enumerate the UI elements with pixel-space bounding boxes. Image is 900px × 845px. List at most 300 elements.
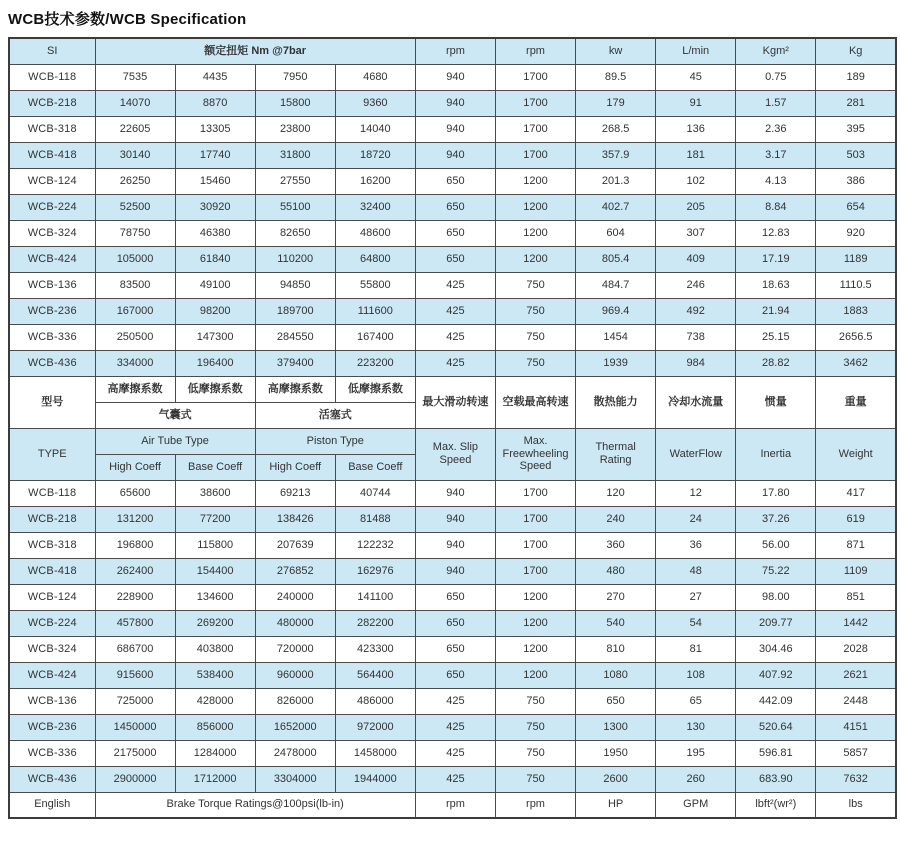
- value-cell: 7632: [816, 766, 896, 792]
- value-cell: 940: [415, 142, 495, 168]
- table-row: [9, 532, 896, 558]
- value-cell: 1450000: [95, 714, 175, 740]
- value-cell: 425: [415, 298, 495, 324]
- value-cell: 750: [495, 350, 575, 376]
- value-cell: 407.92: [736, 662, 816, 688]
- value-cell: 167000: [95, 298, 175, 324]
- value-cell: 246: [656, 272, 736, 298]
- value-cell: 357.9: [576, 142, 656, 168]
- value-cell: 810: [576, 636, 656, 662]
- high-coeff-cn-2: 高摩擦系数: [255, 376, 335, 402]
- model-cell: WCB-324: [9, 636, 95, 662]
- low-coeff-cn-1: 低摩擦系数: [175, 376, 255, 402]
- value-cell: 984: [656, 350, 736, 376]
- value-cell: 538400: [175, 662, 255, 688]
- value-cell: 130: [656, 714, 736, 740]
- footer-unit-rpm2: rpm: [495, 792, 575, 818]
- value-cell: 14070: [95, 90, 175, 116]
- value-cell: 268.5: [576, 116, 656, 142]
- model-cell: WCB-218: [9, 506, 95, 532]
- value-cell: 18720: [335, 142, 415, 168]
- value-cell: 425: [415, 714, 495, 740]
- mid-header-cn-row1: [9, 376, 896, 402]
- table-row: [9, 246, 896, 272]
- value-cell: 201.3: [576, 168, 656, 194]
- value-cell: 195: [656, 740, 736, 766]
- value-cell: 1200: [495, 584, 575, 610]
- value-cell: 386: [816, 168, 896, 194]
- base-coeff-en-1: Base Coeff: [175, 454, 255, 480]
- value-cell: 83500: [95, 272, 175, 298]
- model-cell: WCB-118: [9, 480, 95, 506]
- value-cell: 871: [816, 532, 896, 558]
- value-cell: 52500: [95, 194, 175, 220]
- value-cell: 686700: [95, 636, 175, 662]
- inertia-cn: 惯量: [736, 376, 816, 428]
- value-cell: 31800: [255, 142, 335, 168]
- value-cell: 1700: [495, 116, 575, 142]
- header-unit-rpm1: rpm: [415, 38, 495, 64]
- table-row: [9, 142, 896, 168]
- thermal-rating-en: Thermal Rating: [576, 428, 656, 480]
- value-cell: 940: [415, 558, 495, 584]
- value-cell: 122232: [335, 532, 415, 558]
- value-cell: 1700: [495, 142, 575, 168]
- value-cell: 417: [816, 480, 896, 506]
- value-cell: 442.09: [736, 688, 816, 714]
- value-cell: 4.13: [736, 168, 816, 194]
- value-cell: 738: [656, 324, 736, 350]
- value-cell: 650: [415, 636, 495, 662]
- value-cell: 1200: [495, 168, 575, 194]
- model-cell: WCB-436: [9, 766, 95, 792]
- value-cell: 425: [415, 688, 495, 714]
- footer-row: [9, 792, 896, 818]
- header-unit-rpm2: rpm: [495, 38, 575, 64]
- value-cell: 40744: [335, 480, 415, 506]
- header-unit-kg: Kg: [816, 38, 896, 64]
- value-cell: 750: [495, 272, 575, 298]
- value-cell: 972000: [335, 714, 415, 740]
- value-cell: 1442: [816, 610, 896, 636]
- value-cell: 48600: [335, 220, 415, 246]
- value-cell: 1300: [576, 714, 656, 740]
- value-cell: 61840: [175, 246, 255, 272]
- value-cell: 65: [656, 688, 736, 714]
- mid-header: [9, 376, 896, 480]
- value-cell: 18.63: [736, 272, 816, 298]
- high-coeff-en-2: High Coeff: [255, 454, 335, 480]
- value-cell: 78750: [95, 220, 175, 246]
- value-cell: 21.94: [736, 298, 816, 324]
- value-cell: 915600: [95, 662, 175, 688]
- value-cell: 2028: [816, 636, 896, 662]
- value-cell: 1200: [495, 662, 575, 688]
- value-cell: 120: [576, 480, 656, 506]
- value-cell: 282200: [335, 610, 415, 636]
- table-row: [9, 714, 896, 740]
- value-cell: 55800: [335, 272, 415, 298]
- water-flow-cn: 冷却水流量: [656, 376, 736, 428]
- value-cell: 56.00: [736, 532, 816, 558]
- value-cell: 69213: [255, 480, 335, 506]
- value-cell: 22605: [95, 116, 175, 142]
- model-cell: WCB-318: [9, 532, 95, 558]
- value-cell: 54: [656, 610, 736, 636]
- value-cell: 1109: [816, 558, 896, 584]
- value-cell: 38600: [175, 480, 255, 506]
- value-cell: 2900000: [95, 766, 175, 792]
- value-cell: 65600: [95, 480, 175, 506]
- value-cell: 650: [415, 246, 495, 272]
- value-cell: 98200: [175, 298, 255, 324]
- value-cell: 650: [415, 194, 495, 220]
- value-cell: 24: [656, 506, 736, 532]
- value-cell: 650: [415, 168, 495, 194]
- value-cell: 134600: [175, 584, 255, 610]
- value-cell: 105000: [95, 246, 175, 272]
- si-header-row: [9, 38, 896, 64]
- footer-unit-lbs: lbs: [816, 792, 896, 818]
- table-row: [9, 298, 896, 324]
- value-cell: 725000: [95, 688, 175, 714]
- value-cell: 147300: [175, 324, 255, 350]
- value-cell: 2621: [816, 662, 896, 688]
- model-cell: WCB-436: [9, 350, 95, 376]
- value-cell: 856000: [175, 714, 255, 740]
- value-cell: 77200: [175, 506, 255, 532]
- value-cell: 1652000: [255, 714, 335, 740]
- value-cell: 650: [415, 220, 495, 246]
- spec-table: [8, 37, 897, 819]
- value-cell: 17.80: [736, 480, 816, 506]
- value-cell: 1883: [816, 298, 896, 324]
- value-cell: 102: [656, 168, 736, 194]
- value-cell: 81: [656, 636, 736, 662]
- value-cell: 260: [656, 766, 736, 792]
- table-row: [9, 220, 896, 246]
- header-unit-kw: kw: [576, 38, 656, 64]
- piston-type-en: Piston Type: [255, 428, 415, 454]
- value-cell: 940: [415, 116, 495, 142]
- value-cell: 1110.5: [816, 272, 896, 298]
- model-cell: WCB-136: [9, 688, 95, 714]
- value-cell: 228900: [95, 584, 175, 610]
- model-cell: WCB-124: [9, 584, 95, 610]
- table-row: [9, 272, 896, 298]
- base-coeff-en-2: Base Coeff: [335, 454, 415, 480]
- value-cell: 5857: [816, 740, 896, 766]
- value-cell: 45: [656, 64, 736, 90]
- value-cell: 654: [816, 194, 896, 220]
- value-cell: 209.77: [736, 610, 816, 636]
- air-tube-type-en: Air Tube Type: [95, 428, 255, 454]
- value-cell: 270: [576, 584, 656, 610]
- value-cell: 138426: [255, 506, 335, 532]
- value-cell: 3462: [816, 350, 896, 376]
- value-cell: 1200: [495, 636, 575, 662]
- value-cell: 81488: [335, 506, 415, 532]
- value-cell: 423300: [335, 636, 415, 662]
- value-cell: 1712000: [175, 766, 255, 792]
- value-cell: 94850: [255, 272, 335, 298]
- value-cell: 205: [656, 194, 736, 220]
- value-cell: 189: [816, 64, 896, 90]
- table-row: [9, 558, 896, 584]
- value-cell: 940: [415, 506, 495, 532]
- value-cell: 650: [576, 688, 656, 714]
- si-header: [9, 38, 896, 64]
- table-row: [9, 116, 896, 142]
- value-cell: 750: [495, 324, 575, 350]
- value-cell: 8.84: [736, 194, 816, 220]
- value-cell: 402.7: [576, 194, 656, 220]
- model-cell: WCB-236: [9, 714, 95, 740]
- value-cell: 540: [576, 610, 656, 636]
- value-cell: 1.57: [736, 90, 816, 116]
- english-section: [9, 480, 896, 792]
- model-cell: WCB-424: [9, 662, 95, 688]
- value-cell: 46380: [175, 220, 255, 246]
- max-slip-speed-en: Max. Slip Speed: [415, 428, 495, 480]
- value-cell: 181: [656, 142, 736, 168]
- value-cell: 240: [576, 506, 656, 532]
- value-cell: 2.36: [736, 116, 816, 142]
- value-cell: 1080: [576, 662, 656, 688]
- high-coeff-cn-1: 高摩擦系数: [95, 376, 175, 402]
- value-cell: 28.82: [736, 350, 816, 376]
- value-cell: 2656.5: [816, 324, 896, 350]
- header-torque-label: 额定扭矩 Nm @7bar: [95, 38, 415, 64]
- inertia-en: Inertia: [736, 428, 816, 480]
- value-cell: 403800: [175, 636, 255, 662]
- value-cell: 98.00: [736, 584, 816, 610]
- value-cell: 428000: [175, 688, 255, 714]
- table-row: [9, 662, 896, 688]
- footer-torque-label: Brake Torque Ratings@100psi(lb-in): [95, 792, 415, 818]
- value-cell: 89.5: [576, 64, 656, 90]
- value-cell: 27550: [255, 168, 335, 194]
- model-cell: WCB-318: [9, 116, 95, 142]
- value-cell: 307: [656, 220, 736, 246]
- value-cell: 425: [415, 740, 495, 766]
- value-cell: 3.17: [736, 142, 816, 168]
- value-cell: 189700: [255, 298, 335, 324]
- value-cell: 750: [495, 714, 575, 740]
- value-cell: 9360: [335, 90, 415, 116]
- air-tube-type-cn: 气囊式: [95, 402, 255, 428]
- value-cell: 7950: [255, 64, 335, 90]
- value-cell: 1944000: [335, 766, 415, 792]
- thermal-rating-cn: 散热能力: [576, 376, 656, 428]
- value-cell: 480: [576, 558, 656, 584]
- value-cell: 480000: [255, 610, 335, 636]
- value-cell: 619: [816, 506, 896, 532]
- value-cell: 425: [415, 272, 495, 298]
- high-coeff-en-1: High Coeff: [95, 454, 175, 480]
- value-cell: 108: [656, 662, 736, 688]
- value-cell: 1700: [495, 532, 575, 558]
- footer-unit-lbft2: lbft²(wr²): [736, 792, 816, 818]
- max-freewheeling-cn: 空载最高转速: [495, 376, 575, 428]
- value-cell: 940: [415, 532, 495, 558]
- value-cell: 37.26: [736, 506, 816, 532]
- value-cell: 196800: [95, 532, 175, 558]
- mid-header-en-row1: [9, 428, 896, 454]
- si-section: [9, 64, 896, 376]
- value-cell: 940: [415, 64, 495, 90]
- value-cell: 1700: [495, 558, 575, 584]
- value-cell: 805.4: [576, 246, 656, 272]
- value-cell: 1700: [495, 90, 575, 116]
- model-cell: WCB-324: [9, 220, 95, 246]
- table-row: [9, 64, 896, 90]
- value-cell: 457800: [95, 610, 175, 636]
- value-cell: 30920: [175, 194, 255, 220]
- value-cell: 1950: [576, 740, 656, 766]
- value-cell: 115800: [175, 532, 255, 558]
- value-cell: 269200: [175, 610, 255, 636]
- value-cell: 49100: [175, 272, 255, 298]
- value-cell: 940: [415, 90, 495, 116]
- value-cell: 650: [415, 662, 495, 688]
- value-cell: 851: [816, 584, 896, 610]
- value-cell: 250500: [95, 324, 175, 350]
- value-cell: 940: [415, 480, 495, 506]
- value-cell: 969.4: [576, 298, 656, 324]
- type-header-label: TYPE: [9, 428, 95, 480]
- value-cell: 1284000: [175, 740, 255, 766]
- header-unit-kgm2: Kgm²: [736, 38, 816, 64]
- max-freewheeling-en: Max. Freewheeling Speed: [495, 428, 575, 480]
- value-cell: 111600: [335, 298, 415, 324]
- value-cell: 196400: [175, 350, 255, 376]
- value-cell: 960000: [255, 662, 335, 688]
- value-cell: 131200: [95, 506, 175, 532]
- value-cell: 167400: [335, 324, 415, 350]
- value-cell: 16200: [335, 168, 415, 194]
- value-cell: 683.90: [736, 766, 816, 792]
- value-cell: 379400: [255, 350, 335, 376]
- model-header-label: 型号: [9, 376, 95, 428]
- value-cell: 1700: [495, 480, 575, 506]
- value-cell: 26250: [95, 168, 175, 194]
- value-cell: 425: [415, 766, 495, 792]
- value-cell: 110200: [255, 246, 335, 272]
- model-cell: WCB-218: [9, 90, 95, 116]
- value-cell: 604: [576, 220, 656, 246]
- value-cell: 91: [656, 90, 736, 116]
- model-cell: WCB-224: [9, 610, 95, 636]
- value-cell: 75.22: [736, 558, 816, 584]
- table-row: [9, 636, 896, 662]
- page-title: WCB技术参数/WCB Specification: [8, 11, 247, 28]
- value-cell: 920: [816, 220, 896, 246]
- value-cell: 14040: [335, 116, 415, 142]
- table-row: [9, 194, 896, 220]
- value-cell: 1200: [495, 194, 575, 220]
- value-cell: 8870: [175, 90, 255, 116]
- value-cell: 30140: [95, 142, 175, 168]
- value-cell: 1939: [576, 350, 656, 376]
- value-cell: 1700: [495, 506, 575, 532]
- model-cell: WCB-336: [9, 740, 95, 766]
- value-cell: 1200: [495, 610, 575, 636]
- table-row: [9, 90, 896, 116]
- value-cell: 141100: [335, 584, 415, 610]
- value-cell: 1458000: [335, 740, 415, 766]
- max-slip-speed-cn: 最大滑动转速: [415, 376, 495, 428]
- value-cell: 596.81: [736, 740, 816, 766]
- table-row: [9, 480, 896, 506]
- footer-unit-rpm1: rpm: [415, 792, 495, 818]
- weight-en: Weight: [816, 428, 896, 480]
- table-row: [9, 740, 896, 766]
- value-cell: 207639: [255, 532, 335, 558]
- model-cell: WCB-424: [9, 246, 95, 272]
- value-cell: 425: [415, 350, 495, 376]
- table-row: [9, 688, 896, 714]
- value-cell: 12: [656, 480, 736, 506]
- model-cell: WCB-418: [9, 558, 95, 584]
- value-cell: 4680: [335, 64, 415, 90]
- value-cell: 395: [816, 116, 896, 142]
- footer-english-label: English: [9, 792, 95, 818]
- value-cell: 32400: [335, 194, 415, 220]
- piston-type-cn: 活塞式: [255, 402, 415, 428]
- value-cell: 334000: [95, 350, 175, 376]
- header-unit-lmin: L/min: [656, 38, 736, 64]
- value-cell: 564400: [335, 662, 415, 688]
- table-row: [9, 610, 896, 636]
- value-cell: 360: [576, 532, 656, 558]
- model-cell: WCB-124: [9, 168, 95, 194]
- value-cell: 1189: [816, 246, 896, 272]
- model-cell: WCB-224: [9, 194, 95, 220]
- value-cell: 425: [415, 324, 495, 350]
- value-cell: 223200: [335, 350, 415, 376]
- value-cell: 2600: [576, 766, 656, 792]
- value-cell: 492: [656, 298, 736, 324]
- value-cell: 826000: [255, 688, 335, 714]
- value-cell: 15800: [255, 90, 335, 116]
- value-cell: 1700: [495, 64, 575, 90]
- value-cell: 13305: [175, 116, 255, 142]
- value-cell: 750: [495, 688, 575, 714]
- value-cell: 1200: [495, 220, 575, 246]
- value-cell: 4435: [175, 64, 255, 90]
- value-cell: 2478000: [255, 740, 335, 766]
- value-cell: 720000: [255, 636, 335, 662]
- value-cell: 17740: [175, 142, 255, 168]
- model-cell: WCB-136: [9, 272, 95, 298]
- model-cell: WCB-236: [9, 298, 95, 324]
- value-cell: 304.46: [736, 636, 816, 662]
- footer-unit-gpm: GPM: [656, 792, 736, 818]
- value-cell: 484.7: [576, 272, 656, 298]
- value-cell: 36: [656, 532, 736, 558]
- value-cell: 409: [656, 246, 736, 272]
- footer-unit-hp: HP: [576, 792, 656, 818]
- model-cell: WCB-336: [9, 324, 95, 350]
- value-cell: 2448: [816, 688, 896, 714]
- value-cell: 154400: [175, 558, 255, 584]
- value-cell: 1200: [495, 246, 575, 272]
- value-cell: 3304000: [255, 766, 335, 792]
- value-cell: 503: [816, 142, 896, 168]
- value-cell: 82650: [255, 220, 335, 246]
- value-cell: 27: [656, 584, 736, 610]
